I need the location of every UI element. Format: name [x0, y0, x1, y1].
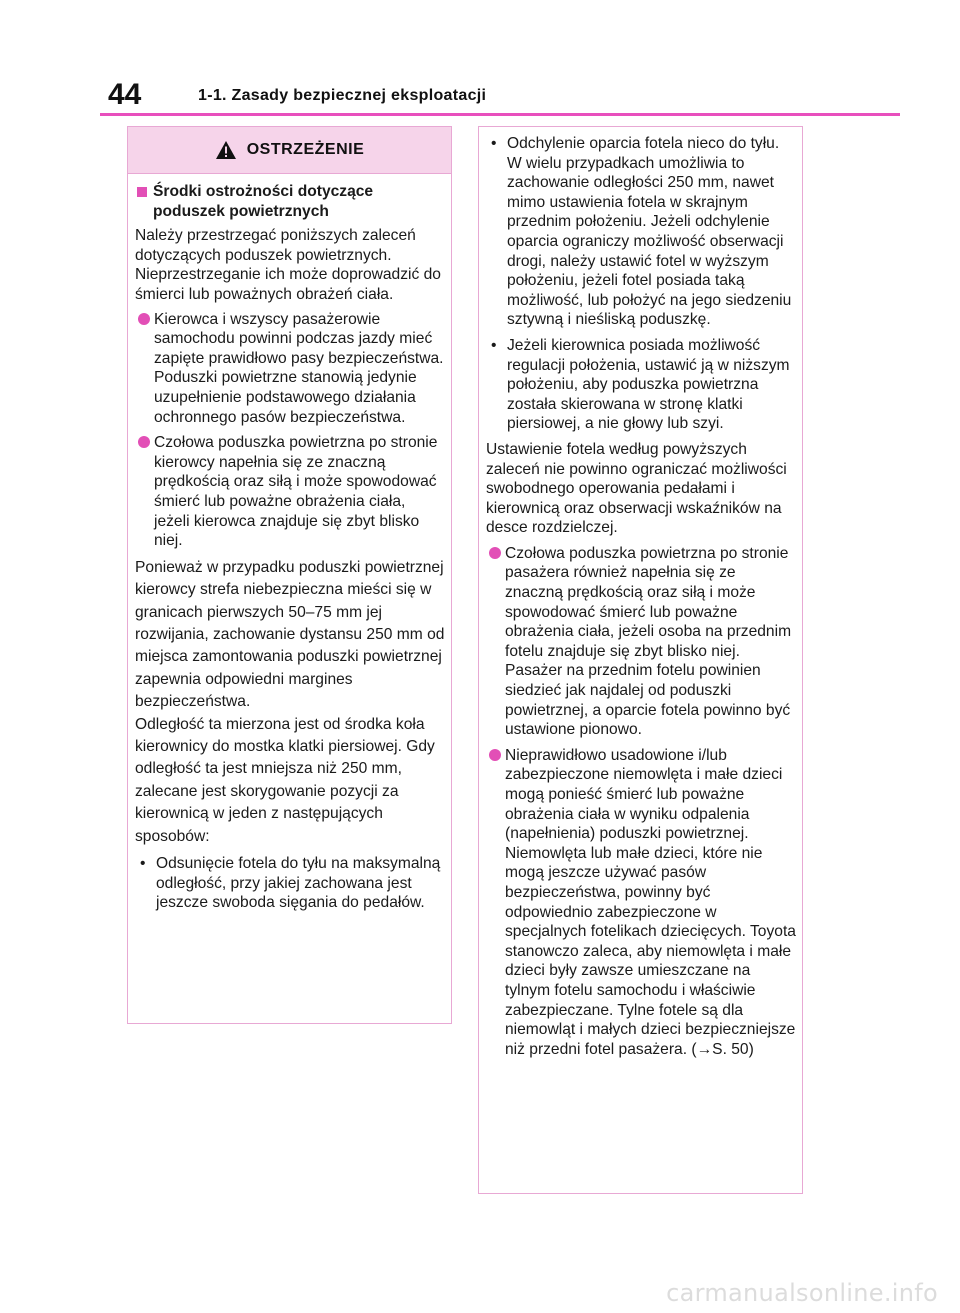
list-item: [486, 746, 796, 1060]
circle-bullet-icon: [138, 313, 150, 325]
list-item-text: Czołowa poduszka powietrzna po stronie kierowcy napełnia się ze znaczną prędkością oraz siłą i może spowodować śmierć lub poważne obrażenia ciała, jeżeli kierowca znajduje się zbyt blisko niej.: [154, 434, 438, 550]
intro-text: Należy przestrzegać poniższych zaleceń dotyczących poduszek powietrznych.: [135, 227, 416, 264]
circle-bullet-icon: [138, 436, 150, 448]
subhead-text: Środki ostrożności dotyczące poduszek powietrznych: [153, 183, 374, 220]
list-item: [135, 310, 445, 428]
list-item: [486, 336, 796, 434]
list-item-text: Czołowa poduszka powietrzna po stronie pasażera również napełnia się ze znaczną prędkością oraz siłą i może spowodować śmierć lub poważne obrażenia ciała, jeżeli osoba na przednim fotelu znajduje się zbyt blisko niej. Pasażer na przednim fotelu powinien siedzieć jak najdalej od poduszki powietrznej, a oparcie fotela powinno być ustawione pionowo.: [505, 544, 792, 739]
square-bullet-icon: [137, 187, 147, 197]
dot-bullet-icon: •: [491, 336, 497, 354]
paragraph-text: Ustawienie fotela według powyższych zaleceń nie powinno ograniczać możliwości swobodnego operowania pedałami i kierownicą oraz obserwacji wskaźników na desce rozdzielczej.: [486, 440, 787, 537]
warning-box-continued: [478, 126, 803, 1194]
warning-title: OSTRZEŻENIE: [246, 141, 365, 158]
list-item-continuation: Poduszki powietrzne stanowią jedynie uzupełnienie podstawowego działania ochronnego pasów bezpieczeństwa.: [154, 369, 417, 426]
warning-body: [479, 127, 802, 1059]
list-item-text: Jeżeli kierownica posiada możliwość regulacji położenia, ustawić ją w niższym położeniu, aby poduszka powietrzna została skierowana w stronę klatki piersiowej, a nie głowy lub szyi.: [507, 336, 790, 433]
list-item: [486, 134, 796, 330]
intro-text-2: Nieprzestrzeganie ich może doprowadzić do śmierci lub poważnych obrażeń ciała.: [135, 266, 441, 303]
circle-bullet-icon: [489, 749, 501, 761]
paragraph-text: Odległość ta mierzona jest od środka koła kierownicy do mostka klatki piersiowej. Gdy odległość ta jest mniejsza niż 250 mm, zalecane jest skorygowanie pozycji za kierownicą w jeden z następujących sposobów:: [135, 715, 435, 845]
section-title: 1-1. Zasady bezpiecznej eksploatacji: [198, 87, 487, 104]
dot-bullet-icon: •: [491, 135, 497, 152]
header-divider: [100, 113, 900, 116]
watermark: carmanualsonline.info: [666, 1279, 938, 1307]
page-header: [100, 76, 900, 112]
page-number: 44: [108, 78, 142, 111]
page-reference[interactable]: (→S. 50): [691, 1040, 754, 1058]
list-item-text: Odchylenie oparcia fotela nieco do tyłu.: [507, 135, 780, 152]
circle-bullet-icon: [489, 547, 501, 559]
list-item-continuation: W wielu przypadkach umożliwia to zachowanie odległości 250 mm, nawet mimo ustawienia fotela w skrajnym przednim położeniu. Jeżeli odchylenie oparcia ograniczy możliwość obserwacji drogi, należy ustawić fotel w wyższym położeniu, jeżeli fotel posiada taką możliwość, lub położyć na jego siedzeniu sztywną i nieśliską poduszkę.: [507, 154, 792, 329]
list-item-text: Nieprawidłowo usadowione i/lub zabezpieczone niemowlęta i małe dzieci mogą ponieść śmierć lub poważne obrażenia ciała w wyniku odpalenia (napełnienia) poduszki powietrznej. Niemowlęta lub małe dzieci, które nie mogą jeszcze używać pasów bezpieczeństwa, powinny być odpowiednio zabezpieczone w specjalnych fotelikach dziecięcych. Toyota stanowczo zaleca, aby niemowlęta i małe dzieci były zawsze umieszczane na tylnym fotelu samochodu i właściwie zabezpieczane. Tylne fotele są dla niemowląt i małych dzieci bezpieczniejsze niż przedni fotel pasażera.: [505, 746, 796, 1058]
dot-bullet-icon: •: [140, 854, 146, 872]
paragraph: [135, 557, 445, 848]
subhead: [135, 182, 445, 221]
warning-header: [128, 127, 451, 174]
warning-box: [127, 126, 452, 1024]
list-item-text: Kierowca i wszyscy pasażerowie samochodu powinni podczas jazdy mieć zapięte prawidłowo pasy bezpieczeństwa.: [154, 310, 444, 367]
list-item-text: Odsunięcie fotela do tyłu na maksymalną odległość, przy jakiej zachowana jest jeszcze swoboda sięgania do pedałów.: [156, 854, 441, 912]
paragraph-text: Ponieważ w przypadku poduszki powietrznej kierowcy strefa niebezpieczna mieści się w granicach pierwszych 50–75 mm jej rozwijania, zachowanie dystansu 250 mm od miejsca zamontowania poduszki powietrznej zapewnia odpowiedni margines bezpieczeństwa.: [135, 558, 445, 711]
list-item: [135, 854, 445, 913]
warning-body: [128, 174, 451, 913]
list-item: [135, 433, 445, 551]
list-item: [486, 544, 796, 740]
warning-triangle-icon: [215, 140, 237, 160]
